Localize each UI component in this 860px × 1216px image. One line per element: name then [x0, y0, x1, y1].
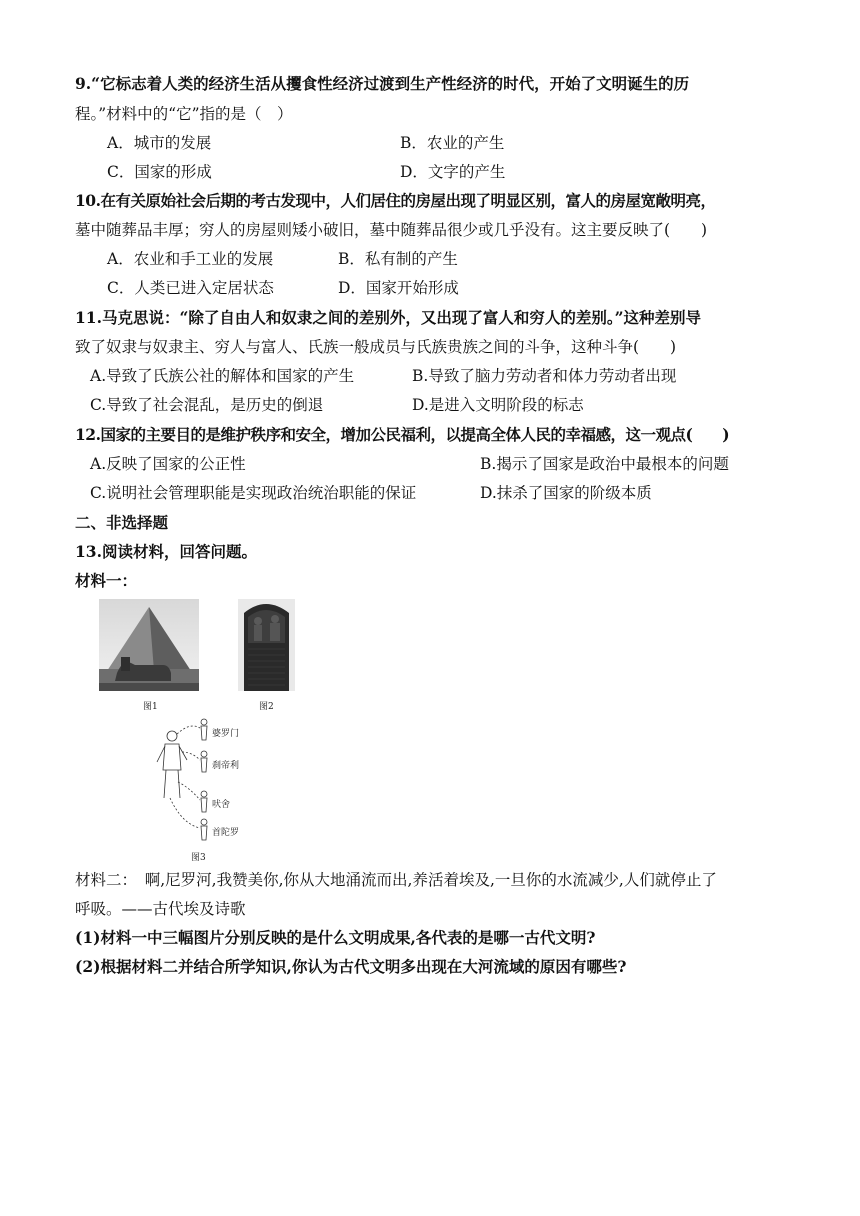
q11-stem-line1: 11.马克思说：“除了自由人和奴隶之间的差别外，又出现了富人和穷人的差别。”这种差别导 [75, 308, 702, 327]
q11-option-c: C.导致了社会混乱，是历史的倒退 [90, 396, 324, 414]
q10-stem-line2: 墓中随葬品丰厚；穷人的房屋则矮小破旧，墓中随葬品很少或几乎没有。这主要反映了( ) [75, 221, 708, 239]
q10-option-a: A．农业和手工业的发展 [107, 250, 274, 268]
q12-option-c: C.说明社会管理职能是实现政治统治职能的保证 [90, 484, 417, 502]
pyramid-photo [99, 599, 199, 691]
q12-option-d: D.抹杀了国家的阶级本质 [480, 484, 652, 502]
q9-option-a: A．城市的发展 [107, 134, 212, 152]
material-two-line1: 材料二： 啊,尼罗河,我赞美你,你从大地涌流而出,养活着埃及,一旦你的水流减少,人们就停止了 [75, 871, 717, 889]
caste-label-vaishya: 吠舍 [212, 800, 231, 810]
q12-option-a: A.反映了国家的公正性 [90, 455, 246, 473]
sub-question-1: (1)材料一中三幅图片分别反映的是什么文明成果,各代表的是哪一古代文明? [75, 928, 596, 947]
q10-stem-line1: 10.在有关原始社会后期的考古发现中，人们居住的房屋出现了明显区别，富人的房屋宽敞明亮， [75, 191, 716, 210]
q9-stem-line1: 9.“它标志着人类的经济生活从攫食性经济过渡到生产性经济的时代，开始了文明诞生的历 [75, 74, 690, 93]
q11-option-b: B.导致了脑力劳动者和体力劳动者出现 [412, 367, 677, 385]
figure-2-caption: 图2 [259, 702, 274, 712]
material-one-label: 材料一： [75, 571, 138, 590]
caste-label-kshatriya: 刹帝利 [212, 761, 240, 771]
q11-option-a: A.导致了氏族公社的解体和国家的产生 [90, 367, 355, 385]
q9-option-c: C．国家的形成 [107, 163, 212, 181]
q12-stem-line1: 12.国家的主要目的是维护秩序和安全，增加公民福利，以提高全体人民的幸福感，这一观点( ) [75, 425, 730, 444]
q13-stem: 13.阅读材料，回答问题。 [75, 542, 257, 561]
q10-option-b: B．私有制的产生 [338, 250, 458, 268]
caste-label-brahmin: 婆罗门 [212, 729, 240, 739]
q12-option-b: B.揭示了国家是政治中最根本的问题 [480, 455, 729, 473]
figure-1-caption: 图1 [143, 702, 158, 712]
q9-option-b: B．农业的产生 [400, 134, 505, 152]
caste-diagram [150, 712, 212, 844]
figure-3-caption: 图3 [191, 853, 206, 863]
q10-option-d: D．国家开始形成 [338, 279, 459, 297]
material-two-line2: 呼吸。——古代埃及诗歌 [75, 900, 246, 918]
q9-stem-line2: 程。”材料中的“它”指的是（ ） [75, 105, 293, 123]
q10-option-c: C．人类已进入定居状态 [107, 279, 274, 297]
caste-label-shudra: 首陀罗 [212, 828, 240, 838]
q9-option-d: D．文字的产生 [400, 163, 506, 181]
stele-photo [238, 599, 295, 691]
q11-stem-line2: 致了奴隶与奴隶主、穷人与富人、氏族一般成员与氏族贵族之间的斗争，这种斗争( ) [75, 338, 677, 356]
sub-question-2: (2)根据材料二并结合所学知识,你认为古代文明多出现在大河流域的原因有哪些? [75, 957, 627, 976]
section-heading: 二、非选择题 [75, 513, 169, 532]
q11-option-d: D.是进入文明阶段的标志 [412, 396, 584, 414]
